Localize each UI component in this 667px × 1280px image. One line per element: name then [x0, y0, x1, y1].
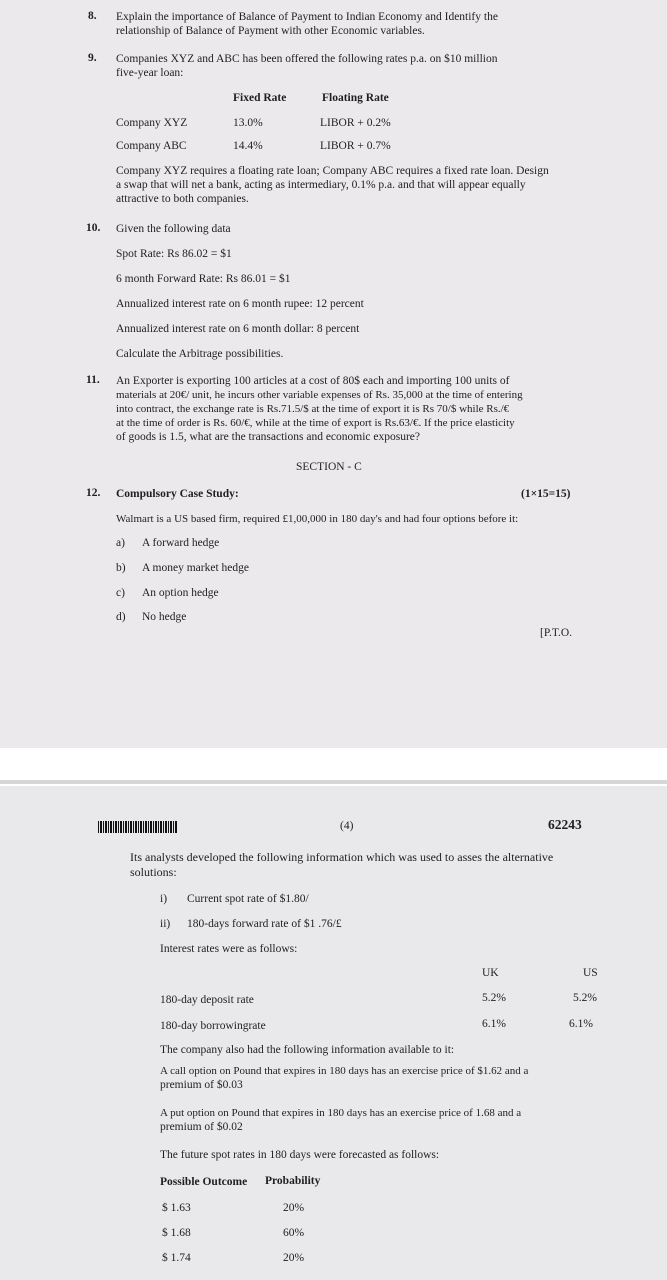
page-divider: [0, 780, 667, 784]
swap-table-header-fixed: Fixed Rate: [233, 92, 287, 104]
interest-intro: Interest rates were as follows:: [160, 943, 298, 955]
question-9-text-3: attractive to both companies.: [116, 193, 249, 205]
question-9-line-2: five-year loan:: [116, 67, 184, 79]
question-10-line: Spot Rate: Rs 86.02 = $1: [116, 248, 232, 260]
paper-code: 62243: [548, 817, 582, 832]
rates-row-uk: 5.2%: [482, 992, 506, 1004]
question-11-line: An Exporter is exporting 100 articles at a cost of 80$ each and importing 100 units of: [116, 375, 510, 387]
option-text: No hedge: [142, 611, 187, 623]
question-10-line: Calculate the Arbitrage possibilities.: [116, 348, 284, 360]
question-11-line: of goods is 1.5, what are the transactions and economic exposure?: [116, 431, 421, 443]
put-option-line-2: premium of $0.02: [160, 1121, 243, 1133]
swap-table-row-fixed: 13.0%: [233, 117, 263, 129]
swap-table-header-floating: Floating Rate: [322, 92, 389, 104]
outcome-value: $ 1.74: [162, 1252, 191, 1264]
question-8-line-1: Explain the importance of Balance of Payment to Indian Economy and Identify the: [116, 11, 498, 23]
outcome-probability: 20%: [283, 1202, 305, 1214]
outcome-value: $ 1.63: [162, 1202, 191, 1214]
swap-table-row-fixed: 14.4%: [233, 140, 263, 152]
barcode: [98, 821, 178, 833]
option-text: A money market hedge: [142, 562, 249, 574]
info-item-label: i): [160, 893, 168, 905]
outcome-value: $ 1.68: [162, 1227, 191, 1239]
question-12-number: 12.: [86, 487, 101, 499]
swap-table-row-floating: LIBOR + 0.7%: [320, 140, 391, 152]
rates-header-uk: UK: [482, 967, 499, 979]
option-label: c): [116, 587, 125, 599]
option-text: A forward hedge: [142, 537, 220, 549]
question-11-number: 11.: [86, 374, 100, 386]
question-10-line: Annualized interest rate on 6 month rupee: 12 percent: [116, 298, 364, 310]
case-intro-line-2: solutions:: [130, 865, 177, 879]
option-text: An option hedge: [142, 587, 219, 599]
question-9-number: 9.: [88, 52, 97, 64]
option-label: d): [116, 611, 126, 623]
rates-header-us: US: [583, 967, 598, 979]
rates-row-label: 180-day borrowingrate: [160, 1020, 266, 1032]
put-option-line-1: A put option on Pound that expires in 180 days has an exercise price of 1.68 and a: [160, 1107, 522, 1119]
question-11-line: materials at 20€/ unit, he incurs other variable expenses of Rs. 35,000 at the time of entering: [116, 389, 523, 401]
rates-row-us: 6.1%: [569, 1018, 593, 1030]
rates-row-uk: 6.1%: [482, 1018, 506, 1030]
page-number: (4): [340, 820, 354, 832]
question-9-text-2: a swap that will net a bank, acting as intermediary, 0.1% p.a. and that will appear equally: [116, 179, 526, 191]
case-study-marks: (1×15=15): [521, 488, 571, 500]
option-label: b): [116, 562, 126, 574]
outcome-header: Possible Outcome: [160, 1176, 248, 1188]
case-study-title: Compulsory Case Study:: [116, 488, 239, 500]
question-11-line: into contract, the exchange rate is Rs.71.5/$ at the time of export it is Rs 70/$ while Rs./€: [116, 403, 510, 415]
outcome-probability: 60%: [283, 1227, 305, 1239]
info-item-text: Current spot rate of $1.80/: [187, 893, 309, 905]
rates-row-label: 180-day deposit rate: [160, 994, 254, 1006]
exam-page-lower: [0, 786, 667, 1280]
info-item-text: 180-days forward rate of $1 .76/£: [187, 918, 342, 930]
company-info-intro: The company also had the following information available to it:: [160, 1044, 455, 1056]
swap-table-row-floating: LIBOR + 0.2%: [320, 117, 391, 129]
question-9-text-1: Company XYZ requires a floating rate loan; Company ABC requires a fixed rate loan. Design: [116, 165, 549, 177]
probability-header: Probability: [265, 1175, 321, 1187]
question-10-number: 10.: [86, 222, 101, 234]
question-8-line-2: relationship of Balance of Payment with other Economic variables.: [116, 25, 425, 37]
question-10-line: 6 month Forward Rate: Rs 86.01 = $1: [116, 273, 291, 285]
question-10-intro: Given the following data: [116, 223, 231, 235]
swap-table-row-company: Company ABC: [116, 140, 187, 152]
case-study-text: Walmart is a US based firm, required £1,00,000 in 180 day's and had four options before it:: [116, 513, 519, 525]
swap-table-row-company: Company XYZ: [116, 117, 188, 129]
question-8-number: 8.: [88, 10, 97, 22]
forecast-intro: The future spot rates in 180 days were forecasted as follows:: [160, 1149, 440, 1161]
question-10-line: Annualized interest rate on 6 month dollar: 8 percent: [116, 323, 360, 335]
section-c-heading: SECTION - C: [296, 461, 362, 473]
info-item-label: ii): [160, 918, 171, 930]
rates-row-us: 5.2%: [573, 992, 597, 1004]
call-option-line-2: premium of $0.03: [160, 1079, 243, 1091]
option-label: a): [116, 537, 125, 549]
case-intro-line-1: Its analysts developed the following information which was used to asses the alternative: [130, 850, 554, 864]
outcome-probability: 20%: [283, 1252, 305, 1264]
call-option-line-1: A call option on Pound that expires in 180 days has an exercise price of $1.62 and a: [160, 1065, 529, 1077]
question-11-line: at the time of order is Rs. 60/€, while at the time of export is Rs.63/€. If the price elasticity: [116, 417, 515, 429]
pto-marker: [P.T.O.: [540, 627, 573, 639]
question-9-line-1: Companies XYZ and ABC has been offered the following rates p.a. on $10 million: [116, 53, 498, 65]
